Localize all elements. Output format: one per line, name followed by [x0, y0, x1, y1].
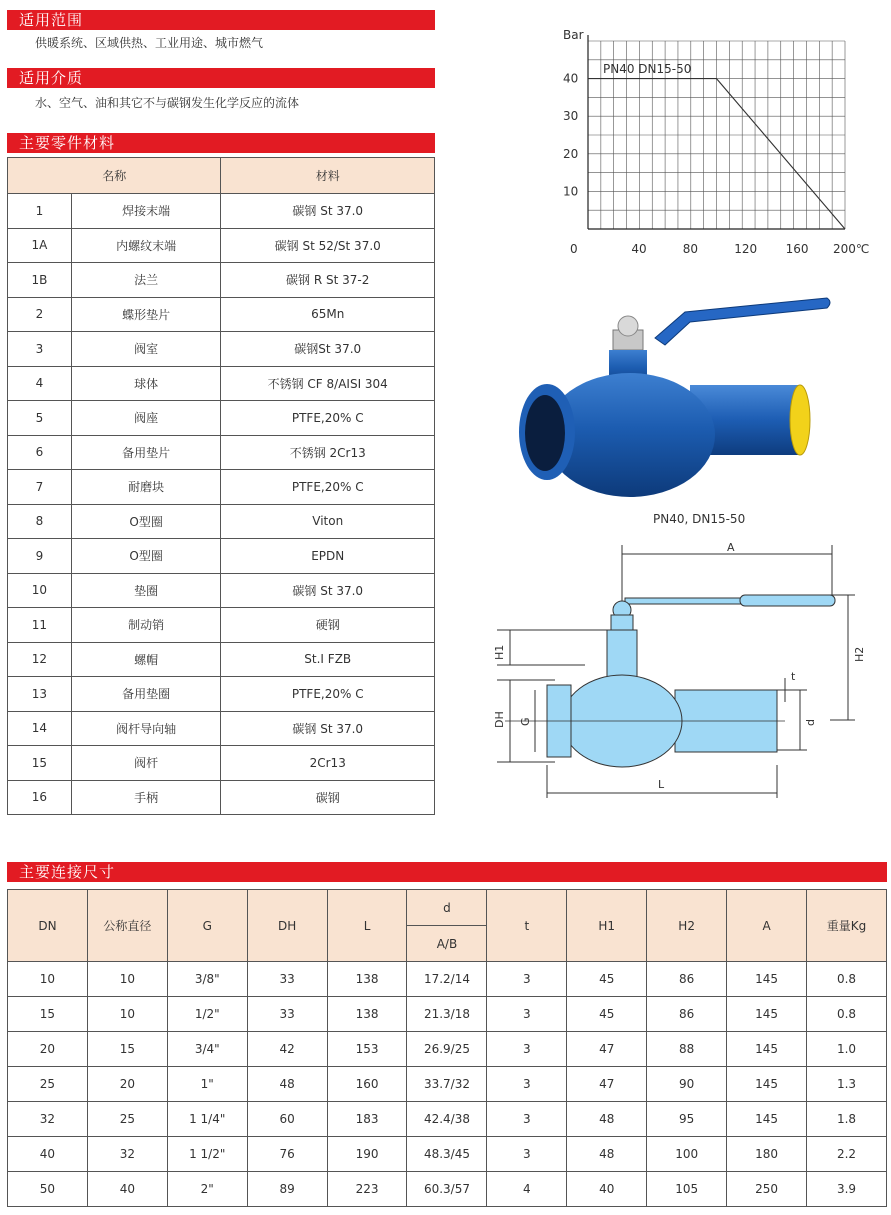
- dims-cell: 1.8: [807, 1102, 887, 1137]
- dims-cell: 2.2: [807, 1137, 887, 1172]
- dims-cell: 15: [87, 1032, 167, 1067]
- part-material-cell: 碳钢St 37.0: [221, 332, 435, 367]
- table-row: [8, 997, 887, 1032]
- dims-cell: 25: [87, 1102, 167, 1137]
- dims-cell: 20: [8, 1032, 88, 1067]
- dims-cell: 76: [247, 1137, 327, 1172]
- section-title-materials: 主要零件材料: [7, 133, 435, 153]
- diagram-label-L: L: [658, 778, 665, 791]
- chart-annotation: PN40 DN15-50: [603, 61, 692, 76]
- part-number-cell: 2: [8, 297, 72, 332]
- dims-cell: 48: [247, 1067, 327, 1102]
- dims-cell: 145: [727, 997, 807, 1032]
- part-name-cell: 备用垫片: [71, 435, 221, 470]
- dims-cell: 42.4/38: [407, 1102, 487, 1137]
- chart-x-unit-label: 200℃: [833, 242, 870, 256]
- dims-cell: 32: [87, 1137, 167, 1172]
- dims-cell: 60.3/57: [407, 1172, 487, 1207]
- dims-cell: 145: [727, 1102, 807, 1137]
- dims-cell: 223: [327, 1172, 407, 1207]
- part-material-cell: PTFE,20% C: [221, 470, 435, 505]
- chart-x-tick-label: 80: [682, 242, 699, 256]
- dims-cell: 1": [167, 1067, 247, 1102]
- diagram-label-H1: H1: [493, 644, 506, 660]
- dims-header-g: G: [167, 890, 247, 962]
- part-name-cell: 阀室: [71, 332, 221, 367]
- dims-cell: 183: [327, 1102, 407, 1137]
- part-material-cell: 碳钢 St 52/St 37.0: [221, 228, 435, 263]
- table-row: [8, 573, 435, 608]
- dims-cell: 48: [567, 1137, 647, 1172]
- dims-cell: 90: [647, 1067, 727, 1102]
- dims-cell: 26.9/25: [407, 1032, 487, 1067]
- dims-cell: 105: [647, 1172, 727, 1207]
- table-row: [8, 435, 435, 470]
- part-material-cell: St.I FZB: [221, 642, 435, 677]
- dims-cell: 17.2/14: [407, 962, 487, 997]
- chart-x-tick-label: 160: [785, 242, 809, 256]
- dims-header-h2: H2: [647, 890, 727, 962]
- dims-cell: 10: [8, 962, 88, 997]
- dims-cell: 3: [487, 997, 567, 1032]
- part-name-cell: 阀杆导向轴: [71, 711, 221, 746]
- diagram-label-t: t: [791, 670, 796, 683]
- part-material-cell: PTFE,20% C: [221, 401, 435, 436]
- dims-cell: 15: [8, 997, 88, 1032]
- part-material-cell: 硬钢: [221, 608, 435, 643]
- dims-header-nominal: 公称直径: [87, 890, 167, 962]
- dims-cell: 1 1/2": [167, 1137, 247, 1172]
- dims-cell: 145: [727, 962, 807, 997]
- dims-cell: 3: [487, 1102, 567, 1137]
- dims-cell: 45: [567, 997, 647, 1032]
- part-number-cell: 6: [8, 435, 72, 470]
- dims-cell: 88: [647, 1032, 727, 1067]
- part-number-cell: 13: [8, 677, 72, 712]
- part-number-cell: 3: [8, 332, 72, 367]
- table-row: [8, 297, 435, 332]
- scope-text: 供暖系统、区域供热、工业用途、城市燃气: [35, 36, 264, 50]
- table-row: [8, 401, 435, 436]
- part-number-cell: 9: [8, 539, 72, 574]
- section-title-medium: 适用介质: [7, 68, 435, 88]
- dims-cell: 3: [487, 1067, 567, 1102]
- table-row: [8, 962, 887, 997]
- dims-cell: 47: [567, 1067, 647, 1102]
- dims-cell: 3: [487, 962, 567, 997]
- table-row: [8, 642, 435, 677]
- diagram-label-d: d: [804, 719, 817, 726]
- dims-header-dh: DH: [247, 890, 327, 962]
- dims-cell: 45: [567, 962, 647, 997]
- part-material-cell: PTFE,20% C: [221, 677, 435, 712]
- part-material-cell: 2Cr13: [221, 746, 435, 781]
- dims-cell: 138: [327, 962, 407, 997]
- dims-cell: 3/8": [167, 962, 247, 997]
- part-material-cell: 不锈钢 CF 8/AISI 304: [221, 366, 435, 401]
- dims-cell: 1/2": [167, 997, 247, 1032]
- part-number-cell: 7: [8, 470, 72, 505]
- dims-cell: 33.7/32: [407, 1067, 487, 1102]
- dimensions-table: [7, 889, 887, 1207]
- part-name-cell: O型圈: [71, 539, 221, 574]
- materials-header-material: 材料: [221, 158, 435, 194]
- dims-header-a: A: [727, 890, 807, 962]
- part-name-cell: 球体: [71, 366, 221, 401]
- part-name-cell: 阀杆: [71, 746, 221, 781]
- diagram-label-A: A: [727, 541, 735, 554]
- diagram-handle: [740, 595, 835, 606]
- dims-cell: 4: [487, 1172, 567, 1207]
- part-number-cell: 11: [8, 608, 72, 643]
- dims-cell: 50: [8, 1172, 88, 1207]
- dims-cell: 3/4": [167, 1032, 247, 1067]
- part-name-cell: 备用垫圈: [71, 677, 221, 712]
- part-number-cell: 12: [8, 642, 72, 677]
- dims-header-l: L: [327, 890, 407, 962]
- part-material-cell: Viton: [221, 504, 435, 539]
- table-row: [8, 1137, 887, 1172]
- dims-cell: 32: [8, 1102, 88, 1137]
- dims-cell: 20: [87, 1067, 167, 1102]
- dims-cell: 1.0: [807, 1032, 887, 1067]
- dims-header-ab: A/B: [407, 926, 487, 962]
- section-title-dimensions: 主要连接尺寸: [7, 862, 887, 882]
- part-name-cell: 制动销: [71, 608, 221, 643]
- dims-cell: 10: [87, 962, 167, 997]
- chart-y-tick-label: 40: [563, 71, 579, 86]
- table-row: [8, 539, 435, 574]
- chart-x-tick-label: 40: [631, 242, 647, 256]
- dims-cell: 40: [567, 1172, 647, 1207]
- table-row: [8, 1067, 887, 1102]
- table-row: [8, 608, 435, 643]
- part-material-cell: 碳钢: [221, 780, 435, 815]
- part-number-cell: 1B: [8, 263, 72, 298]
- dims-cell: 3: [487, 1137, 567, 1172]
- dims-cell: 48: [567, 1102, 647, 1137]
- part-number-cell: 8: [8, 504, 72, 539]
- part-material-cell: 碳钢 St 37.0: [221, 573, 435, 608]
- table-row: [8, 711, 435, 746]
- dims-cell: 250: [727, 1172, 807, 1207]
- part-material-cell: 碳钢 R St 37-2: [221, 263, 435, 298]
- table-row: [8, 1102, 887, 1137]
- dims-cell: 138: [327, 997, 407, 1032]
- table-row: [8, 780, 435, 815]
- photo-caption: PN40, DN15-50: [653, 512, 746, 526]
- dims-cell: 100: [647, 1137, 727, 1172]
- dims-cell: 47: [567, 1032, 647, 1067]
- chart-y-axis-label: Bar: [563, 28, 584, 42]
- part-number-cell: 14: [8, 711, 72, 746]
- table-row: [8, 677, 435, 712]
- diagram-label-DH: DH: [493, 711, 506, 728]
- dims-cell: 33: [247, 962, 327, 997]
- chart-x-tick-label: 120: [734, 242, 758, 256]
- dimension-diagram: [485, 540, 885, 805]
- dims-cell: 0.8: [807, 997, 887, 1032]
- dims-cell: 10: [87, 997, 167, 1032]
- valve-handle: [655, 298, 830, 345]
- chart-x-tick-label: 0: [570, 242, 578, 256]
- part-name-cell: O型圈: [71, 504, 221, 539]
- part-name-cell: 垫圈: [71, 573, 221, 608]
- dims-header-weight: 重量Kg: [807, 890, 887, 962]
- dims-cell: 160: [327, 1067, 407, 1102]
- part-material-cell: 65Mn: [221, 297, 435, 332]
- dims-cell: 21.3/18: [407, 997, 487, 1032]
- dims-cell: 2": [167, 1172, 247, 1207]
- dims-cell: 48.3/45: [407, 1137, 487, 1172]
- valve-pipe-end-yellow: [790, 385, 810, 455]
- part-name-cell: 法兰: [71, 263, 221, 298]
- dims-header-d: d: [407, 890, 487, 926]
- materials-header-name: 名称: [8, 158, 221, 194]
- dims-cell: 89: [247, 1172, 327, 1207]
- dims-cell: 1 1/4": [167, 1102, 247, 1137]
- dims-cell: 190: [327, 1137, 407, 1172]
- materials-table: [7, 157, 435, 815]
- part-number-cell: 16: [8, 780, 72, 815]
- part-number-cell: 10: [8, 573, 72, 608]
- dims-cell: 0.8: [807, 962, 887, 997]
- chart-y-tick-label: 20: [563, 146, 579, 161]
- dims-cell: 145: [727, 1067, 807, 1102]
- dims-cell: 153: [327, 1032, 407, 1067]
- dims-header-h1: H1: [567, 890, 647, 962]
- table-row: [8, 228, 435, 263]
- part-name-cell: 手柄: [71, 780, 221, 815]
- part-material-cell: 碳钢 St 37.0: [221, 194, 435, 229]
- valve-photo: [505, 290, 840, 500]
- dims-cell: 40: [8, 1137, 88, 1172]
- part-name-cell: 螺帽: [71, 642, 221, 677]
- part-name-cell: 焊接末端: [71, 194, 221, 229]
- dims-cell: 180: [727, 1137, 807, 1172]
- part-name-cell: 蝶形垫片: [71, 297, 221, 332]
- dims-cell: 60: [247, 1102, 327, 1137]
- pressure-temperature-chart: [545, 24, 885, 259]
- table-row: [8, 1032, 887, 1067]
- table-row: [8, 1172, 887, 1207]
- table-row: [8, 332, 435, 367]
- part-number-cell: 1: [8, 194, 72, 229]
- diagram-stem: [607, 630, 637, 682]
- table-row: [8, 366, 435, 401]
- dims-header-dn: DN: [8, 890, 88, 962]
- table-row: [8, 746, 435, 781]
- diagram-label-G: G: [519, 717, 532, 726]
- section-title-scope: 适用范围: [7, 10, 435, 30]
- table-row: [8, 263, 435, 298]
- dims-cell: 40: [87, 1172, 167, 1207]
- dims-header-t: t: [487, 890, 567, 962]
- table-row: [8, 504, 435, 539]
- part-number-cell: 4: [8, 366, 72, 401]
- part-number-cell: 1A: [8, 228, 72, 263]
- table-row: [8, 470, 435, 505]
- part-name-cell: 耐磨块: [71, 470, 221, 505]
- part-material-cell: 碳钢 St 37.0: [221, 711, 435, 746]
- dims-cell: 145: [727, 1032, 807, 1067]
- diagram-label-H2: H2: [853, 646, 866, 662]
- part-name-cell: 内螺纹末端: [71, 228, 221, 263]
- dims-cell: 1.3: [807, 1067, 887, 1102]
- dims-cell: 86: [647, 962, 727, 997]
- part-number-cell: 5: [8, 401, 72, 436]
- dims-cell: 33: [247, 997, 327, 1032]
- dims-cell: 86: [647, 997, 727, 1032]
- dims-cell: 25: [8, 1067, 88, 1102]
- part-name-cell: 阀座: [71, 401, 221, 436]
- dims-cell: 95: [647, 1102, 727, 1137]
- dims-cell: 42: [247, 1032, 327, 1067]
- dims-cell: 3: [487, 1032, 567, 1067]
- chart-y-tick-label: 10: [563, 184, 579, 199]
- part-material-cell: 不锈钢 2Cr13: [221, 435, 435, 470]
- dims-cell: 3.9: [807, 1172, 887, 1207]
- part-material-cell: EPDN: [221, 539, 435, 574]
- table-row: [8, 194, 435, 229]
- chart-y-tick-label: 30: [563, 109, 579, 124]
- part-number-cell: 15: [8, 746, 72, 781]
- valve-left-opening: [525, 395, 565, 471]
- medium-text: 水、空气、油和其它不与碳钢发生化学反应的流体: [35, 96, 300, 110]
